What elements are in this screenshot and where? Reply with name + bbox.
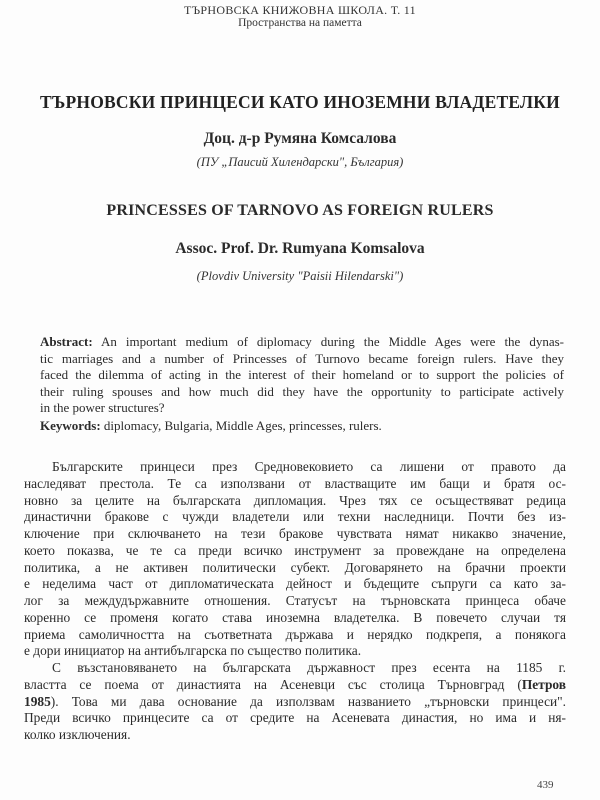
keywords-text: diplomacy, Bulgaria, Middle Ages, princesses, rulers. [100, 418, 382, 433]
page-number: 439 [537, 779, 554, 791]
body-line: династични бракове с чужди владетели или техни наследници. Почти без из- [24, 509, 566, 525]
series-title: ТЪРНОВСКА КНИЖОВНА ШКОЛА. Т. 11 [184, 3, 416, 17]
abstract [40, 334, 564, 417]
body-line: което показва, че те са преди всичко инструмент за провеждане на определена [24, 542, 566, 558]
body-line: коренно се променя когато става иноземна владетелка. В повечето случаи тя [24, 609, 566, 625]
body-line: властта се поема от династията на Асеневци със столица Търновград (Петров [24, 676, 566, 692]
body-line: е дори инициатор на антибългарска по същество политика. [24, 643, 362, 659]
body-line: Българските принцеси през Средновековието са лишени от правото да [52, 459, 566, 474]
citation-year: 1985 [24, 693, 51, 709]
body-line: лог за междудържавните отношения. Статусът на търновската принцеса обаче [24, 593, 566, 608]
abstract-line: Abstract: An important medium of diplomacy during the Middle Ages were the dynas- [40, 334, 564, 349]
author-affiliation-bulgarian: (ПУ „Паисий Хилендарски", България) [196, 155, 404, 169]
body-line: е неделима част от дипломатическата дейност и бъдещите съпруги са като за- [24, 576, 566, 592]
author-name-bulgarian: Доц. д-р Румяна Комсалова [203, 130, 397, 147]
abstract-line: in the power structures? [40, 400, 165, 416]
body-line: политика, а не активен политически субект. Договарянето на брачни проекти [24, 559, 566, 575]
body-text [24, 459, 566, 744]
keywords-label: Keywords: [40, 418, 101, 433]
body-line: Преди всичко принцесите са от средите на Асеневата династия, но има и ня- [24, 710, 566, 726]
article-title-bulgarian: ТЪРНОВСКИ ПРИНЦЕСИ КАТО ИНОЗЕМНИ ВЛАДЕТЕЛКИ [40, 92, 560, 112]
body-line: ключение при сключването на тези бракове чувствата нямат никакво значение, [24, 526, 566, 541]
abstract-label: Abstract: [40, 334, 93, 349]
abstract-line: tic marriages and a number of Princesses of Turnovo became foreign rulers. Have they [40, 350, 564, 366]
body-line: новно за целите на българската дипломация. Чрез тях се осъществяват редица [24, 492, 566, 508]
body-line: С възстановяването на българската държавност през есента на 1185 г. [52, 660, 566, 675]
citation-author: Петров [521, 676, 566, 692]
author-name-english: Assoc. Prof. Dr. Rumyana Komsalova [175, 240, 425, 257]
body-line: наследяват престола. Те са използвани от властващите им бащи и братя ос- [24, 475, 566, 491]
series-subtitle: Пространства на паметта [238, 17, 362, 29]
keywords [40, 418, 564, 434]
abstract-line: faced the dilemma of acting in the interest of their homeland or to support the policies of [40, 367, 564, 383]
abstract-line: their ruling spouses and how much did they have the opportunity to participate actively [40, 383, 564, 399]
article-title-english: PRINCESSES OF TARNOVO AS FOREIGN RULERS [106, 202, 494, 219]
author-affiliation-english: (Plovdiv University "Paisii Hilendarski") [196, 269, 404, 283]
body-line: колко изключения. [24, 727, 131, 742]
body-line: приема самоличността на съответната държава и нерядко подкрепя, а понякога [24, 626, 566, 642]
body-line: 1985). Това ми дава основание да използвам названието „търновски принцеси". [24, 693, 566, 709]
running-head [0, 4, 600, 30]
